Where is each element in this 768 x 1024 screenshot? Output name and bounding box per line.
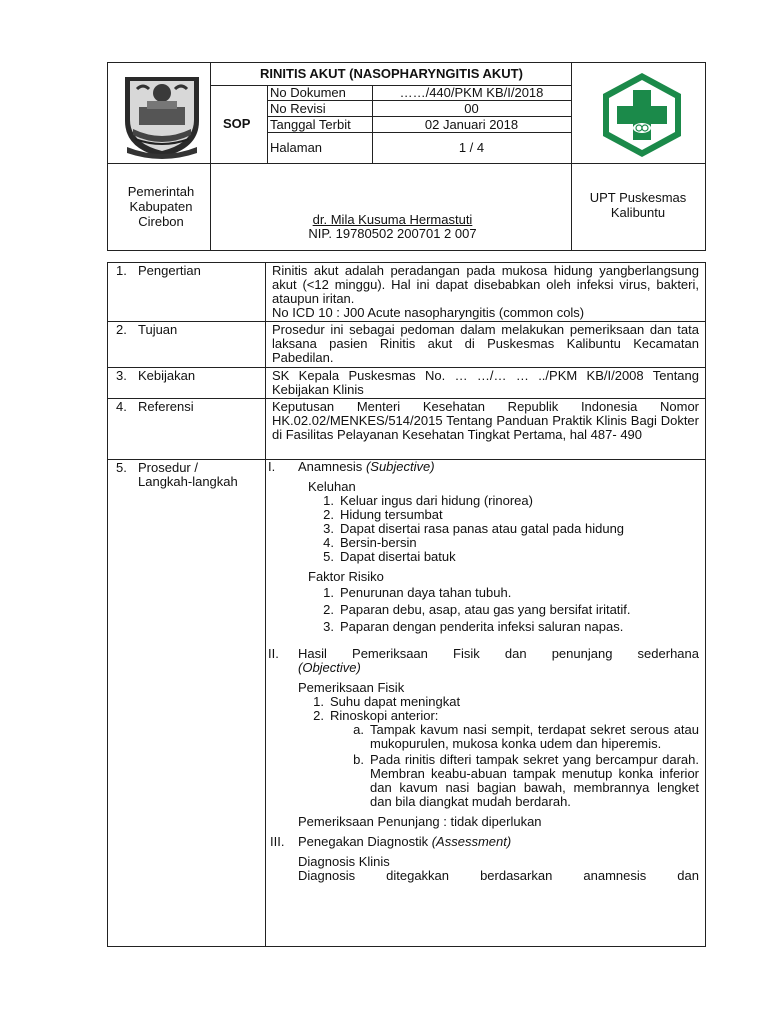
diagnosis-klinis-text: Diagnosis ditegakkan berdasarkan anamnesis dan: [298, 868, 699, 883]
kebijakan-text: SK Kepala Puskesmas No. … …/… … ../PKM KB/I/2008 Tentang Kebijakan Klinis: [272, 368, 699, 397]
row-label: Prosedur /: [138, 460, 198, 475]
referensi-text: Keputusan Menteri Kesehatan Republik Indonesia Nomor HK.02.02/MENKES/514/2015 Tentang Panduan Praktik Klinis Bagi Dokter di Fasilitas Pelayanan Kesehatan Tingkat Pertama, hal 487- 490: [272, 399, 699, 442]
row-label: Pengertian: [138, 263, 201, 278]
pemeriksaan-fisik-title: Pemeriksaan Fisik: [298, 680, 405, 695]
meta-value-tanggal-terbit: 02 Januari 2018: [424, 117, 519, 132]
faktor-risiko-title: Faktor Risiko: [308, 569, 384, 584]
meta-value-halaman: 1 / 4: [458, 140, 485, 155]
row-label: Tujuan: [138, 322, 178, 337]
signature-block: [215, 213, 570, 241]
meta-value-no-revisi: 00: [464, 101, 479, 116]
list-item: 4. Bersin-bersin: [323, 535, 417, 550]
sop-content-table: [107, 262, 706, 947]
meta-value-no-dokumen: ……/440/PKM KB/I/2018: [399, 85, 544, 100]
tujuan-text: Prosedur ini sebagai pedoman dalam melakukan pemeriksaan dan tata laksana pasien Rinitis akut di Puskesmas Kalibuntu Kecamatan Pabedilan.: [272, 322, 699, 365]
keluhan-list: [312, 494, 699, 564]
meta-label-halaman: Halaman: [270, 140, 323, 155]
section-title: Hasil Pemeriksaan Fisik dan penunjang sederhana: [298, 646, 699, 661]
document-title: RINITIS AKUT (NASOPHARYNGITIS AKUT): [260, 66, 523, 81]
rinoskopi-list: [346, 723, 699, 809]
row-pengertian: 1. Pengertian Rinitis akut adalah peradangan pada mukosa hidung yangberlangsung akut (<12 minggu). Hal ini dapat disebabkan oleh infeksi virus, bakteri, ataupun iritan. No ICD 10 : J00 Acute nasopharyngitis (common cols): [107, 262, 706, 321]
row-label: Referensi: [138, 399, 194, 414]
section-title: Penegakan Diagnostik (Assessment): [298, 834, 512, 849]
list-item: 3. Dapat disertai rasa panas atau gatal pada hidung: [323, 521, 625, 536]
diagnosis-klinis-title: Diagnosis Klinis: [298, 854, 390, 869]
section-anamnesis: I. Anamnesis (Subjective) Keluhan 1. Keluar ingus dari hidung (rinorea) 2. Hidung tersumbat 3. Dapat disertai rasa panas atau gatal pada hidung 4. Bersin-bersin 5. Dapat disertai batuk Faktor Risiko 1. Penurunan daya tahan tubuh. 2. Paparan debu, asap, atau gas yang bersifat iritatif. 3. Paparan dengan penderita infeksi saluran napas.: [266, 460, 699, 635]
signer-name: dr. Mila Kusuma Hermastuti: [312, 212, 473, 227]
list-item: 1. Keluar ingus dari hidung (rinorea): [323, 493, 533, 508]
meta-label-no-dokumen: No Dokumen: [270, 85, 346, 100]
icd-text: No ICD 10 : J00 Acute nasopharyngitis (common cols): [272, 305, 585, 320]
sop-page: [107, 62, 706, 946]
list-item: 5. Dapat disertai batuk: [323, 549, 456, 564]
list-item: 3. Paparan dengan penderita infeksi saluran napas.: [323, 619, 624, 634]
pemeriksaan-penunjang: Pemeriksaan Penunjang : tidak diperlukan: [298, 814, 542, 829]
list-item: 2. Hidung tersumbat: [323, 507, 443, 522]
puskesmas-logo: [597, 70, 687, 160]
pemeriksaan-fisik-list: [302, 695, 699, 723]
list-item: a. Tampak kavum nasi sempit, terdapat sekret serous atau mukopurulen, mukosa konka udem dan hiperemis.: [353, 722, 699, 751]
row-prosedur: 5. Prosedur / Langkah-langkah I. Anamnesis (Subjective) Keluhan 1. Keluar ingus dari hidung (rinorea) 2. Hidung tersumbat 3. Dapat disertai rasa panas atau gatal pada hidung 4. Bersin-bersin 5. Dapat disertai batuk Faktor Risiko 1. Penurunan daya tahan tubuh. 2. Paparan debu, asap, atau gas yang bersifat iritatif. 3. Paparan dengan penderita infeksi saluran napas. II. Hasil Pemeriksaan Fisik dan penunjang sederhana (Objective) Pemeriksaan Fisik 1. Suhu dapat meningkat 2. Rinoskopi anterior: a. Tampak kavum nasi sempit, terdapat sekret serous atau mukopurulen, mukosa konka udem dan hiperemis. b. Pada rinitis difteri tampak sekret yang bercampur darah. Membran keabu-abuan tampak menutup konka inferior dan kavum nasi bagian bawah, membrannya lengket dan bila diangkat mudah berdarah. Pemeriksaan Penunjang : tidak diperlukan III. Penegakan Diagnostik (Assessment) Diagnosis Klinis Diagnosis ditegakkan berdasarkan anamnesis dan: [107, 459, 706, 947]
upt-puskesmas-label: UPT Puskesmas Kalibuntu: [589, 190, 687, 220]
section-title: Anamnesis (Subjective): [298, 459, 435, 474]
row-tujuan: 2. Tujuan Prosedur ini sebagai pedoman dalam melakukan pemeriksaan dan tata laksana pasien Rinitis akut di Puskesmas Kalibuntu Kecamatan Pabedilan.: [107, 321, 706, 367]
list-item: 2. Rinoskopi anterior:: [313, 708, 439, 723]
meta-label-tanggal-terbit: Tanggal Terbit: [270, 117, 351, 132]
row-label: Kebijakan: [138, 368, 196, 383]
list-item: 1. Suhu dapat meningkat: [313, 694, 461, 709]
row-kebijakan: 3. Kebijakan SK Kepala Puskesmas No. … …/… … ../PKM KB/I/2008 Tentang Kebijakan Klinis: [107, 367, 706, 398]
prosedur-content: [266, 460, 705, 946]
list-item: 1. Penurunan daya tahan tubuh.: [323, 585, 512, 600]
sop-header: [107, 62, 706, 251]
pengertian-text: Rinitis akut adalah peradangan pada mukosa hidung yangberlangsung akut (<12 minggu). Hal ini dapat disebabkan oleh infeksi virus, bakteri, ataupun iritan.: [272, 263, 699, 306]
meta-label-no-revisi: No Revisi: [270, 101, 326, 116]
cirebon-crest-logo: [117, 71, 207, 161]
section-penegakan-diagnostik: III. Penegakan Diagnostik (Assessment) Diagnosis Klinis Diagnosis ditegakkan berdasarkan anamnesis dan: [270, 834, 699, 883]
signer-nip: NIP. 19780502 200701 2 007: [308, 226, 477, 241]
sop-label: SOP: [223, 116, 251, 131]
list-item: 2. Paparan debu, asap, atau gas yang bersifat iritatif.: [323, 602, 631, 617]
pemerintah-kabupaten-label: Pemerintah Kabupaten Cirebon: [127, 184, 195, 229]
faktor-risiko-list: [312, 584, 699, 635]
keluhan-title: Keluhan: [308, 479, 356, 494]
section-pemeriksaan-fisik: II. Hasil Pemeriksaan Fisik dan penunjang sederhana (Objective) Pemeriksaan Fisik 1. Suhu dapat meningkat 2. Rinoskopi anterior: a. Tampak kavum nasi sempit, terdapat sekret serous atau mukopurulen, mukosa konka udem dan hiperemis. b. Pada rinitis difteri tampak sekret yang bercampur darah. Membran keabu-abuan tampak menutup konka inferior dan kavum nasi bagian bawah, membrannya lengket dan bila diangkat mudah berdarah. Pemeriksaan Penunjang : tidak diperlukan: [268, 646, 699, 829]
row-referensi: 4. Referensi Keputusan Menteri Kesehatan Republik Indonesia Nomor HK.02.02/MENKES/514/2015 Tentang Panduan Praktik Klinis Bagi Dokter di Fasilitas Pelayanan Kesehatan Tingkat Pertama, hal 487- 490: [107, 398, 706, 459]
list-item: b. Pada rinitis difteri tampak sekret yang bercampur darah. Membran keabu-abuan tampak menutup konka inferior dan kavum nasi bagian bawah, membrannya lengket dan bila diangkat mudah berdarah.: [353, 752, 699, 809]
